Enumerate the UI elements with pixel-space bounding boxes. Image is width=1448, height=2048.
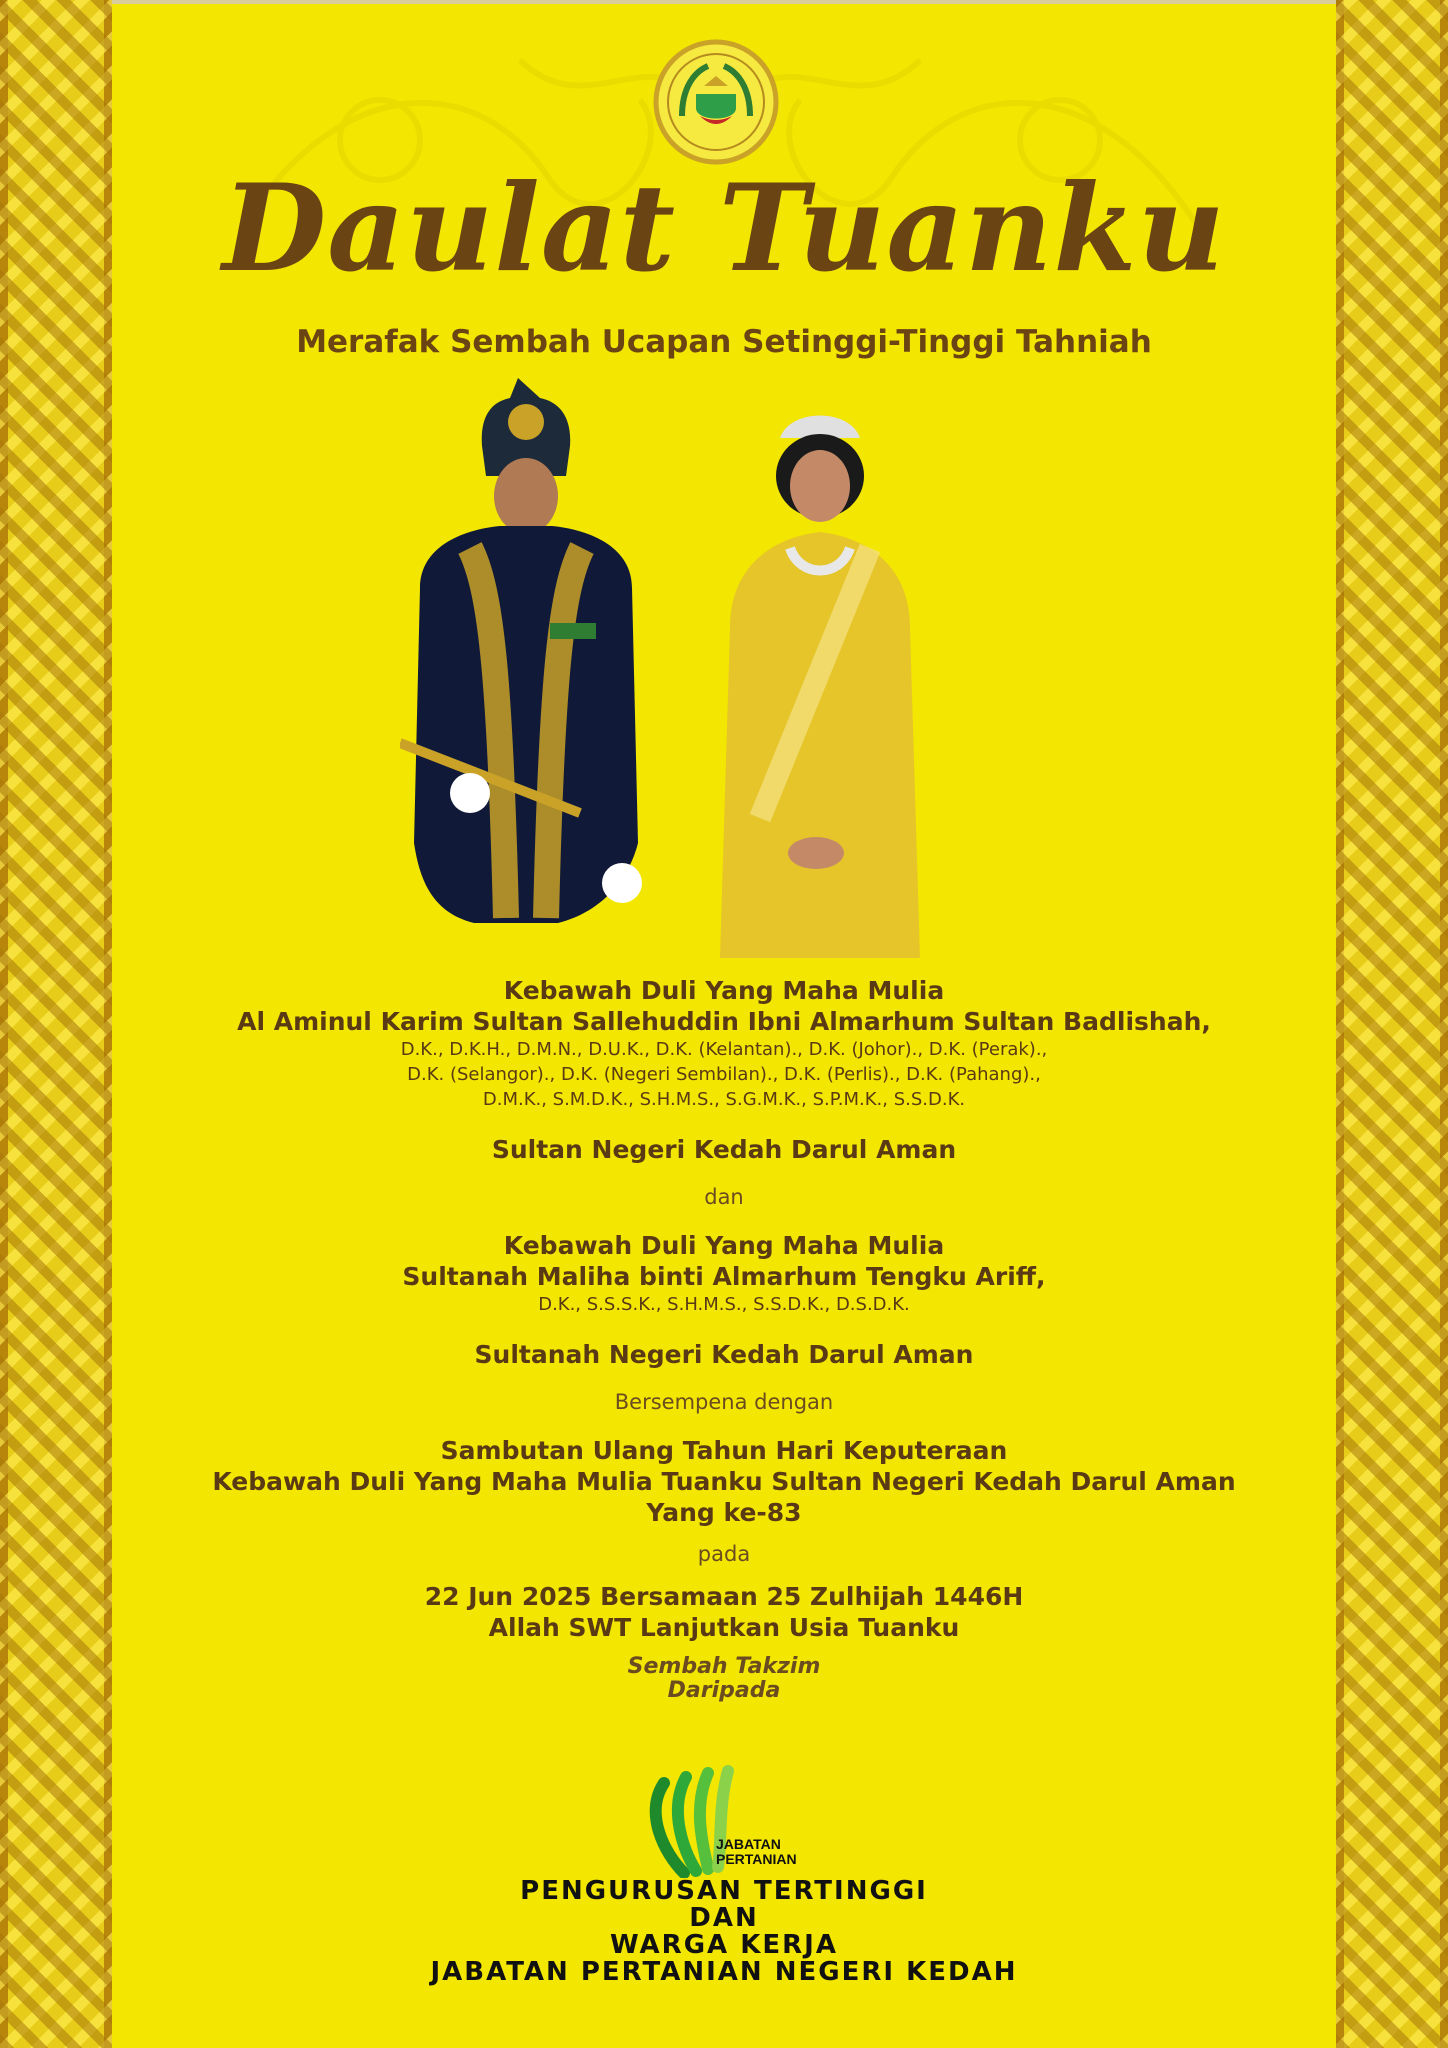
event-date: 22 Jun 2025 Bersamaan 25 Zulhijah 1446H: [424, 1582, 1024, 1611]
occasion-intro: Bersempena dengan: [614, 1390, 834, 1414]
logo-text-pertanian: PERTANIAN: [716, 1851, 797, 1867]
occasion-on: pada: [697, 1542, 751, 1566]
sultan-style: Kebawah Duli Yang Maha Mulia: [503, 976, 945, 1005]
closing-line-2: Daripada: [667, 1678, 781, 1703]
sultan-figure: [400, 378, 642, 923]
sultan-honours-line-1: D.K., D.K.H., D.M.N., D.U.K., D.K. (Kelantan)., D.K. (Johor)., D.K. (Perak).,: [400, 1039, 1048, 1060]
left-ornamental-border: [0, 0, 112, 2048]
connector-and: dan: [704, 1185, 744, 1209]
occasion-line-3: Yang ke-83: [646, 1498, 802, 1527]
sultan-name: Al Aminul Karim Sultan Sallehuddin Ibni Almarhum Sultan Badlishah,: [237, 1007, 1211, 1036]
occasion-line-2: Kebawah Duli Yang Maha Mulia Tuanku Sultan Negeri Kedah Darul Aman: [212, 1467, 1236, 1496]
subheadline-congratulations: Merafak Sembah Ucapan Setinggi-Tinggi Tahniah: [296, 324, 1152, 360]
closing-line-1: Sembah Takzim: [627, 1654, 821, 1679]
blessing-wish: Allah SWT Lanjutkan Usia Tuanku: [488, 1613, 960, 1642]
headline-daulat-tuanku: Daulat Tuanku: [222, 158, 1226, 299]
proclamation-text: [160, 975, 1288, 1703]
footer-senders: [160, 1878, 1288, 1986]
logo-text-jabatan: JABATAN: [716, 1836, 781, 1852]
sultanah-name: Sultanah Maliha binti Almarhum Tengku Ariff,: [402, 1262, 1046, 1291]
sultanah-figure: [720, 416, 920, 959]
footer-line-1: PENGURUSAN TERTINGGI: [520, 1876, 928, 1906]
jabatan-pertanian-logo-icon: [624, 1763, 824, 1878]
footer-line-3: WARGA KERJA: [610, 1930, 838, 1960]
sultanah-honours: D.K., S.S.S.K., S.H.M.S., S.S.D.K., D.S.D.K.: [538, 1294, 910, 1315]
sultan-honours-line-3: D.M.K., S.M.D.K., S.H.M.S., S.G.M.K., S.P.M.K., S.S.D.K.: [482, 1089, 966, 1110]
royal-couple-portrait: [400, 378, 960, 963]
sultan-title: Sultan Negeri Kedah Darul Aman: [491, 1135, 957, 1164]
top-divider: [112, 0, 1336, 4]
sultanah-style: Kebawah Duli Yang Maha Mulia: [503, 1231, 945, 1260]
sultan-honours-line-2: D.K. (Selangor)., D.K. (Negeri Sembilan)., D.K. (Perlis)., D.K. (Pahang).,: [407, 1064, 1041, 1085]
footer-line-4: JABATAN PERTANIAN NEGERI KEDAH: [430, 1957, 1018, 1987]
right-ornamental-border: [1336, 0, 1448, 2048]
occasion-line-1: Sambutan Ulang Tahun Hari Keputeraan: [440, 1436, 1008, 1465]
footer-line-2: DAN: [689, 1903, 759, 1933]
kedah-state-crest-icon: [652, 38, 780, 166]
sultanah-title: Sultanah Negeri Kedah Darul Aman: [474, 1340, 974, 1369]
